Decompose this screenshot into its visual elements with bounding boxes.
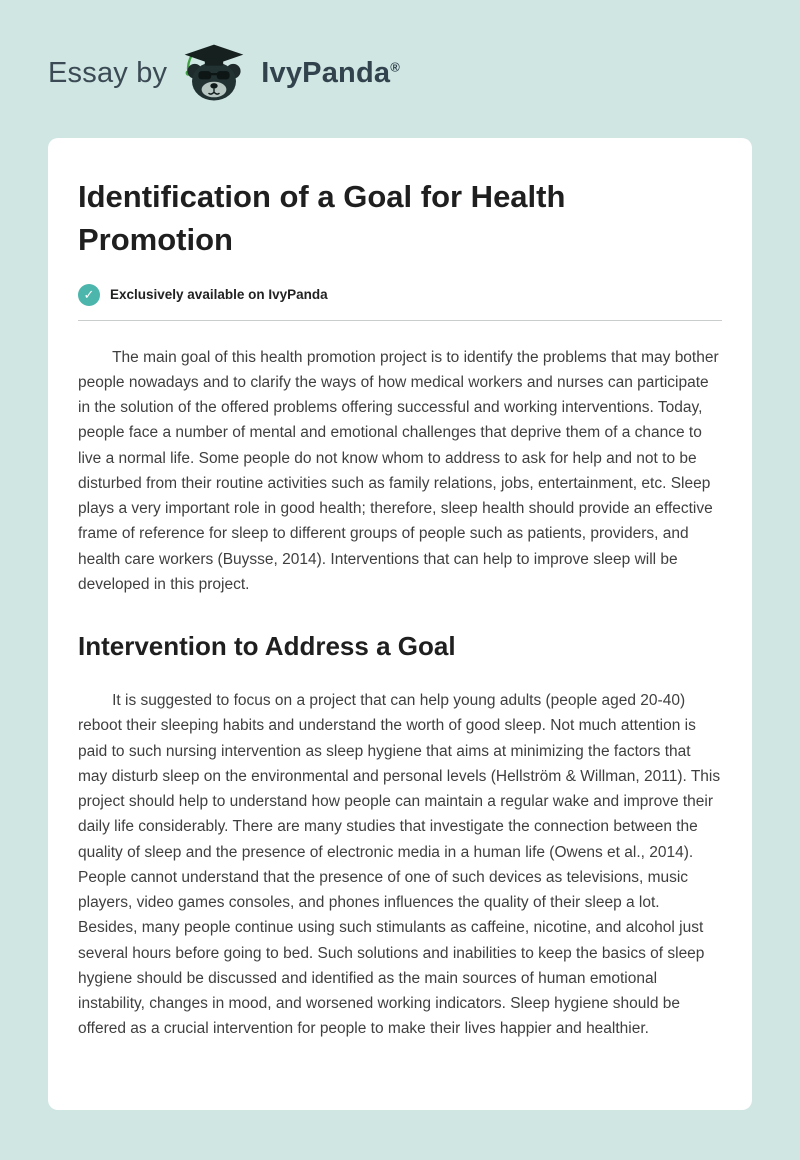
brand-name: [261, 57, 400, 90]
site-header: [0, 0, 800, 132]
section-heading-intervention: Intervention to Address a Goal: [78, 631, 456, 662]
essay-card: [48, 138, 752, 1110]
availability-badge: [78, 284, 722, 321]
paragraph-goal-identification: The main goal of this health promotion project is to identify the problems that may bother people nowadays and to clarify the ways of how medical workers and nurses can participate in the solution of the offered problems offering successful and working interventions. Today, people face a number of mental and emotional challenges that deprive them of a chance to live a normal life. Some people do not know whom to address to ask for help and not to be disturbed from their routine activities such as family relations, jobs, entertainment, etc. Sleep plays a very important role in good health; therefore, sleep health should provide an effective frame of reference for sleep to different groups of people such as patients, providers, and health care workers (Buysse, 2014). Interventions that can help to improve sleep will be developed in this project.: [78, 348, 719, 593]
essay-by-label: Essay by: [48, 56, 168, 89]
paragraph-intervention: It is suggested to focus on a project that can help young adults (people aged 20-40) reboot their sleeping habits and understand the worth of good sleep. Not much attention is paid to such nursing intervention as sleep hygiene that aims at minimizing the factors that may disturb sleep on the environmental and personal levels (Hellström & Willman, 2011). This project should help to understand how people can maintain a regular wake and improve their daily life considerably. There are many studies that investigate the connection between the quality of sleep and the presence of electronic media in a human life (Owens et al., 2014). People cannot understand that the presence of one of such devices as televisions, music players, video games consoles, and phones influences the quality of their sleep a lot. Besides, many people continue using such stimulants as caffeine, nicotine, and alcohol just several hours before going to bed. Such solutions and inabilities to keep the basics of sleep hygiene should be discussed and identified as the main sources of human emotional instability, changes in mood, and worsened working indicators. Sleep hygiene should be offered as a crucial intervention for people to make their lives happier and healthier.: [78, 692, 721, 1038]
availability-badge-label: Exclusively available on IvyPanda: [110, 287, 328, 303]
registered-mark: ®: [390, 58, 400, 74]
check-circle-icon: ✓: [78, 284, 100, 306]
page-title: Identification of a Goal for Health Promotion: [78, 179, 566, 257]
brand-text: IvyPanda: [261, 56, 391, 89]
ivypanda-logo-icon: [181, 42, 247, 104]
